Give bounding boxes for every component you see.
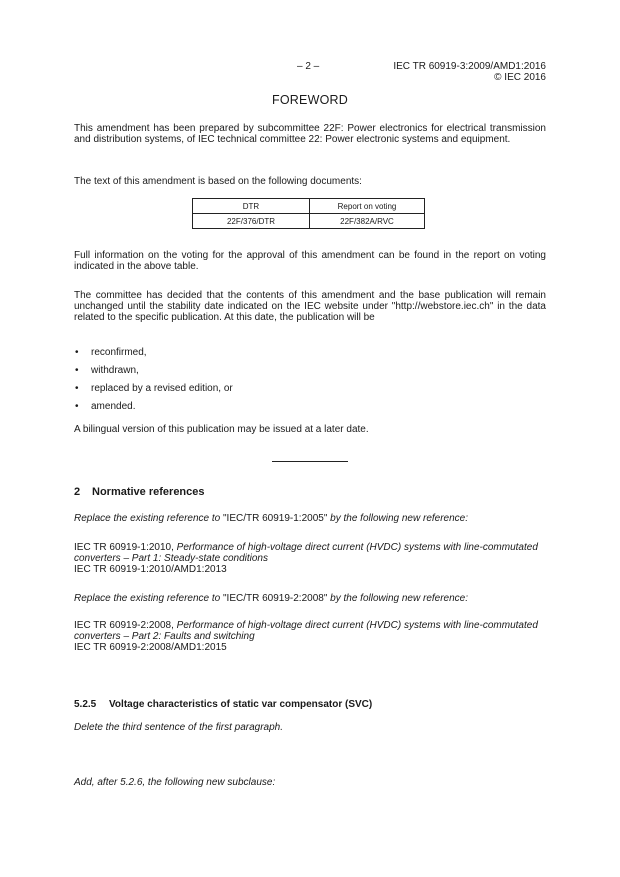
section-title: Normative references [92,486,205,498]
foreword-paragraph-5: A bilingual version of this publication may be issued at a later date. [74,424,369,435]
section-number: 2 [74,486,81,498]
instruction-text: by the following new reference: [327,513,469,524]
list-item-text: reconfirmed, [91,347,147,358]
instruction-text: Replace the existing reference to [74,593,223,604]
table-header-cell: Report on voting [310,199,425,214]
subclause-number: 5.2.5 [74,699,97,710]
document-header-reference [393,61,546,83]
bullet-icon: • [75,365,79,376]
normative-reference-1 [74,542,546,576]
instruction-reference: "IEC/TR 60919-2:2008" [222,593,328,604]
reference-id: IEC TR 60919-2:2008, [74,620,177,631]
foreword-title: FOREWORD [272,93,348,107]
table-header-row [193,199,425,214]
publication-status-list [74,346,233,418]
table-cell: 22F/382A/RVC [310,214,425,229]
normative-reference-2 [74,620,546,654]
reference-amendment: IEC TR 60919-1:2010/AMD1:2013 [74,564,227,576]
foreword-paragraph-4: The committee has decided that the contents of this amendment and the base publication will remain unchanged until the stability date indicated on the IEC website under "http://webstore.iec.ch" in the data related to the specific publication. At this date, the publication will be [74,290,546,324]
table-header-cell: DTR [193,199,310,214]
reference-title: Performance of high-voltage direct current (HVDC) systems with line-commutated converters – Part 2: Faults and switching [74,620,538,643]
table-row [193,214,425,229]
instruction-replace-ref-1 [74,513,546,524]
table-cell: 22F/376/DTR [193,214,310,229]
delete-instruction: Delete the third sentence of the first paragraph. [74,722,284,733]
reference-id: IEC TR 60919-1:2010, [74,542,177,553]
foreword-paragraph-2: The text of this amendment is based on the following documents: [74,176,362,187]
instruction-reference: "IEC/TR 60919-1:2005" [222,513,328,524]
bullet-icon: • [75,347,79,358]
voting-documents-table [192,198,425,229]
list-item-text: withdrawn, [91,365,139,376]
subclause-title: Voltage characteristics of static var compensator (SVC) [109,699,373,710]
list-item-text: amended. [91,401,136,412]
list-item [74,346,233,364]
list-item-text: replaced by a revised edition, or [91,383,233,394]
list-item [74,364,233,382]
reference-title: Performance of high-voltage direct current (HVDC) systems with line-commutated converters – Part 1: Steady-state conditions [74,542,538,565]
add-subclause-instruction: Add, after 5.2.6, the following new subclause: [74,777,276,788]
bullet-icon: • [75,401,79,412]
instruction-replace-ref-2 [74,593,546,604]
instruction-text: by the following new reference: [327,593,469,604]
copyright-notice: © IEC 2016 [494,72,546,83]
instruction-text: Replace the existing reference to [74,513,223,524]
page-number: – 2 – [297,61,320,72]
reference-amendment: IEC TR 60919-2:2008/AMD1:2015 [74,642,227,654]
section-2-heading [74,486,205,498]
foreword-paragraph-3: Full information on the voting for the approval of this amendment can be found in the report on voting indicated in the above table. [74,250,546,273]
section-divider [272,461,348,462]
foreword-paragraph-1: This amendment has been prepared by subcommittee 22F: Power electronics for electrical transmission and distribution systems, of IEC technical committee 22: Power electronic systems and equipment. [74,123,546,146]
list-item [74,400,233,418]
subclause-5-2-5-heading [74,699,372,710]
bullet-icon: • [75,383,79,394]
list-item [74,382,233,400]
document-reference: IEC TR 60919-3:2009/AMD1:2016 [393,61,546,72]
